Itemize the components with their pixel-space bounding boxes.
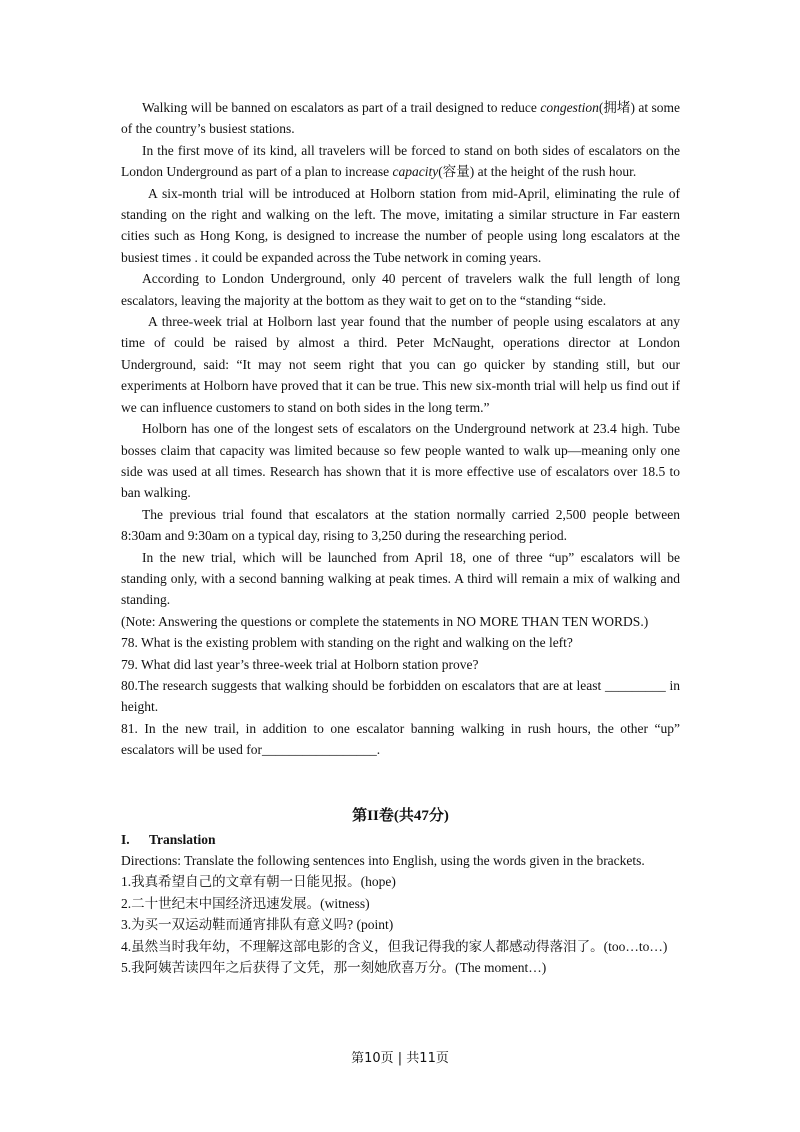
passage-paragraph-3: A six-month trial will be introduced at Holborn station from mid-April, eliminating the rule of standing on the right and walking on the left. The move, imitating a similar structure in Far eastern cities such as Hong Kong, is designed to increase the number of people using long escalators at the busiest times . it could be expanded across the Tube network in coming years. <box>121 185 680 265</box>
question-81: 81. In the new trail, in addition to one escalator banning walking in rush hours, the other “up” escalators will be used for_________________. <box>121 720 680 758</box>
part-heading <box>121 829 680 850</box>
page-content <box>121 97 680 978</box>
question-79: 79. What did last year’s three-week trial at Holborn station prove? <box>121 656 479 672</box>
passage-paragraph-2: In the first move of its kind, all travelers will be forced to stand on both sides of escalators on the London Underground as part of a plan to increase capacity(容量) at the height of the rush hour. <box>121 142 680 180</box>
passage-paragraph-8: In the new trial, which will be launched from April 18, one of three “up” escalators will be standing only, with a second banning walking at peak times. A third will remain a mix of walking and standing. <box>121 549 680 608</box>
part-title: Translation <box>149 831 216 847</box>
translation-item-5: 5.我阿姨苦读四年之后获得了文凭，那一刻她欣喜万分。(The moment…) <box>121 960 547 976</box>
emphasis-word: capacity <box>392 164 439 180</box>
emphasis-word: congestion <box>540 100 599 115</box>
translation-item-4: 4.虽然当时我年幼，不理解这部电影的含义，但我记得我的家人都感动得落泪了。(too…to…) <box>121 938 668 954</box>
passage-paragraph-4: According to London Underground, only 40 percent of travelers walk the full length of long escalators, leaving the majority at the bottom as they wait to get on to the “standing “side. <box>121 271 680 308</box>
question-78: 78. What is the existing problem with standing on the right and walking on the left? <box>121 635 573 651</box>
instructions-note: (Note: Answering the questions or complete the statements in NO MORE THAN TEN WORDS.) <box>121 613 649 629</box>
passage-paragraph-6: Holborn has one of the longest sets of escalators on the Underground network at 23.4 high. Tube bosses claim that capacity was limited because so few people wanted to walk up—meaning only one side was used at all times. Research has shown that it is more effective use of escalators over 18.5 to ban walking. <box>121 421 680 501</box>
translation-item-2: 2.二十世纪末中国经济迅速发展。(witness) <box>121 895 370 911</box>
translation-item-1: 1.我真希望自己的文章有朝一日能见报。(hope) <box>121 874 396 890</box>
passage-paragraph-7: The previous trial found that escalators at the station normally carried 2,500 people between 8:30am and 9:30am on a typical day, rising to 3,250 during the researching period. <box>121 506 680 544</box>
passage-paragraph-5: A three-week trial at Holborn last year found that the number of people using escalators at any time of could be raised by almost a third. Peter McNaught, operations director at London Underground, said: “It may not seem right that you can go quicker by standing still, but our experiments at Holborn have proved that it can be true. This new six-month trial will help us find out if we can influence customers to stand on both sides in the long term.” <box>121 314 680 415</box>
part-number: I. <box>121 831 130 847</box>
question-80: 80.The research suggests that walking should be forbidden on escalators that are at least _________ in height. <box>121 677 680 715</box>
page-footer: 第10页 | 共11页 <box>351 1051 449 1066</box>
translation-item-3: 3.为买一双运动鞋而通宵排队有意义吗? (point) <box>121 917 394 933</box>
passage-paragraph-1: Walking will be banned on escalators as part of a trail designed to reduce congestion(拥堵) at some of the country’s busiest stations. <box>121 100 681 137</box>
translation-directions: Directions: Translate the following sentences into English, using the words given in the brackets. <box>121 853 645 868</box>
section-title: 第II卷(共47分) <box>352 807 449 824</box>
